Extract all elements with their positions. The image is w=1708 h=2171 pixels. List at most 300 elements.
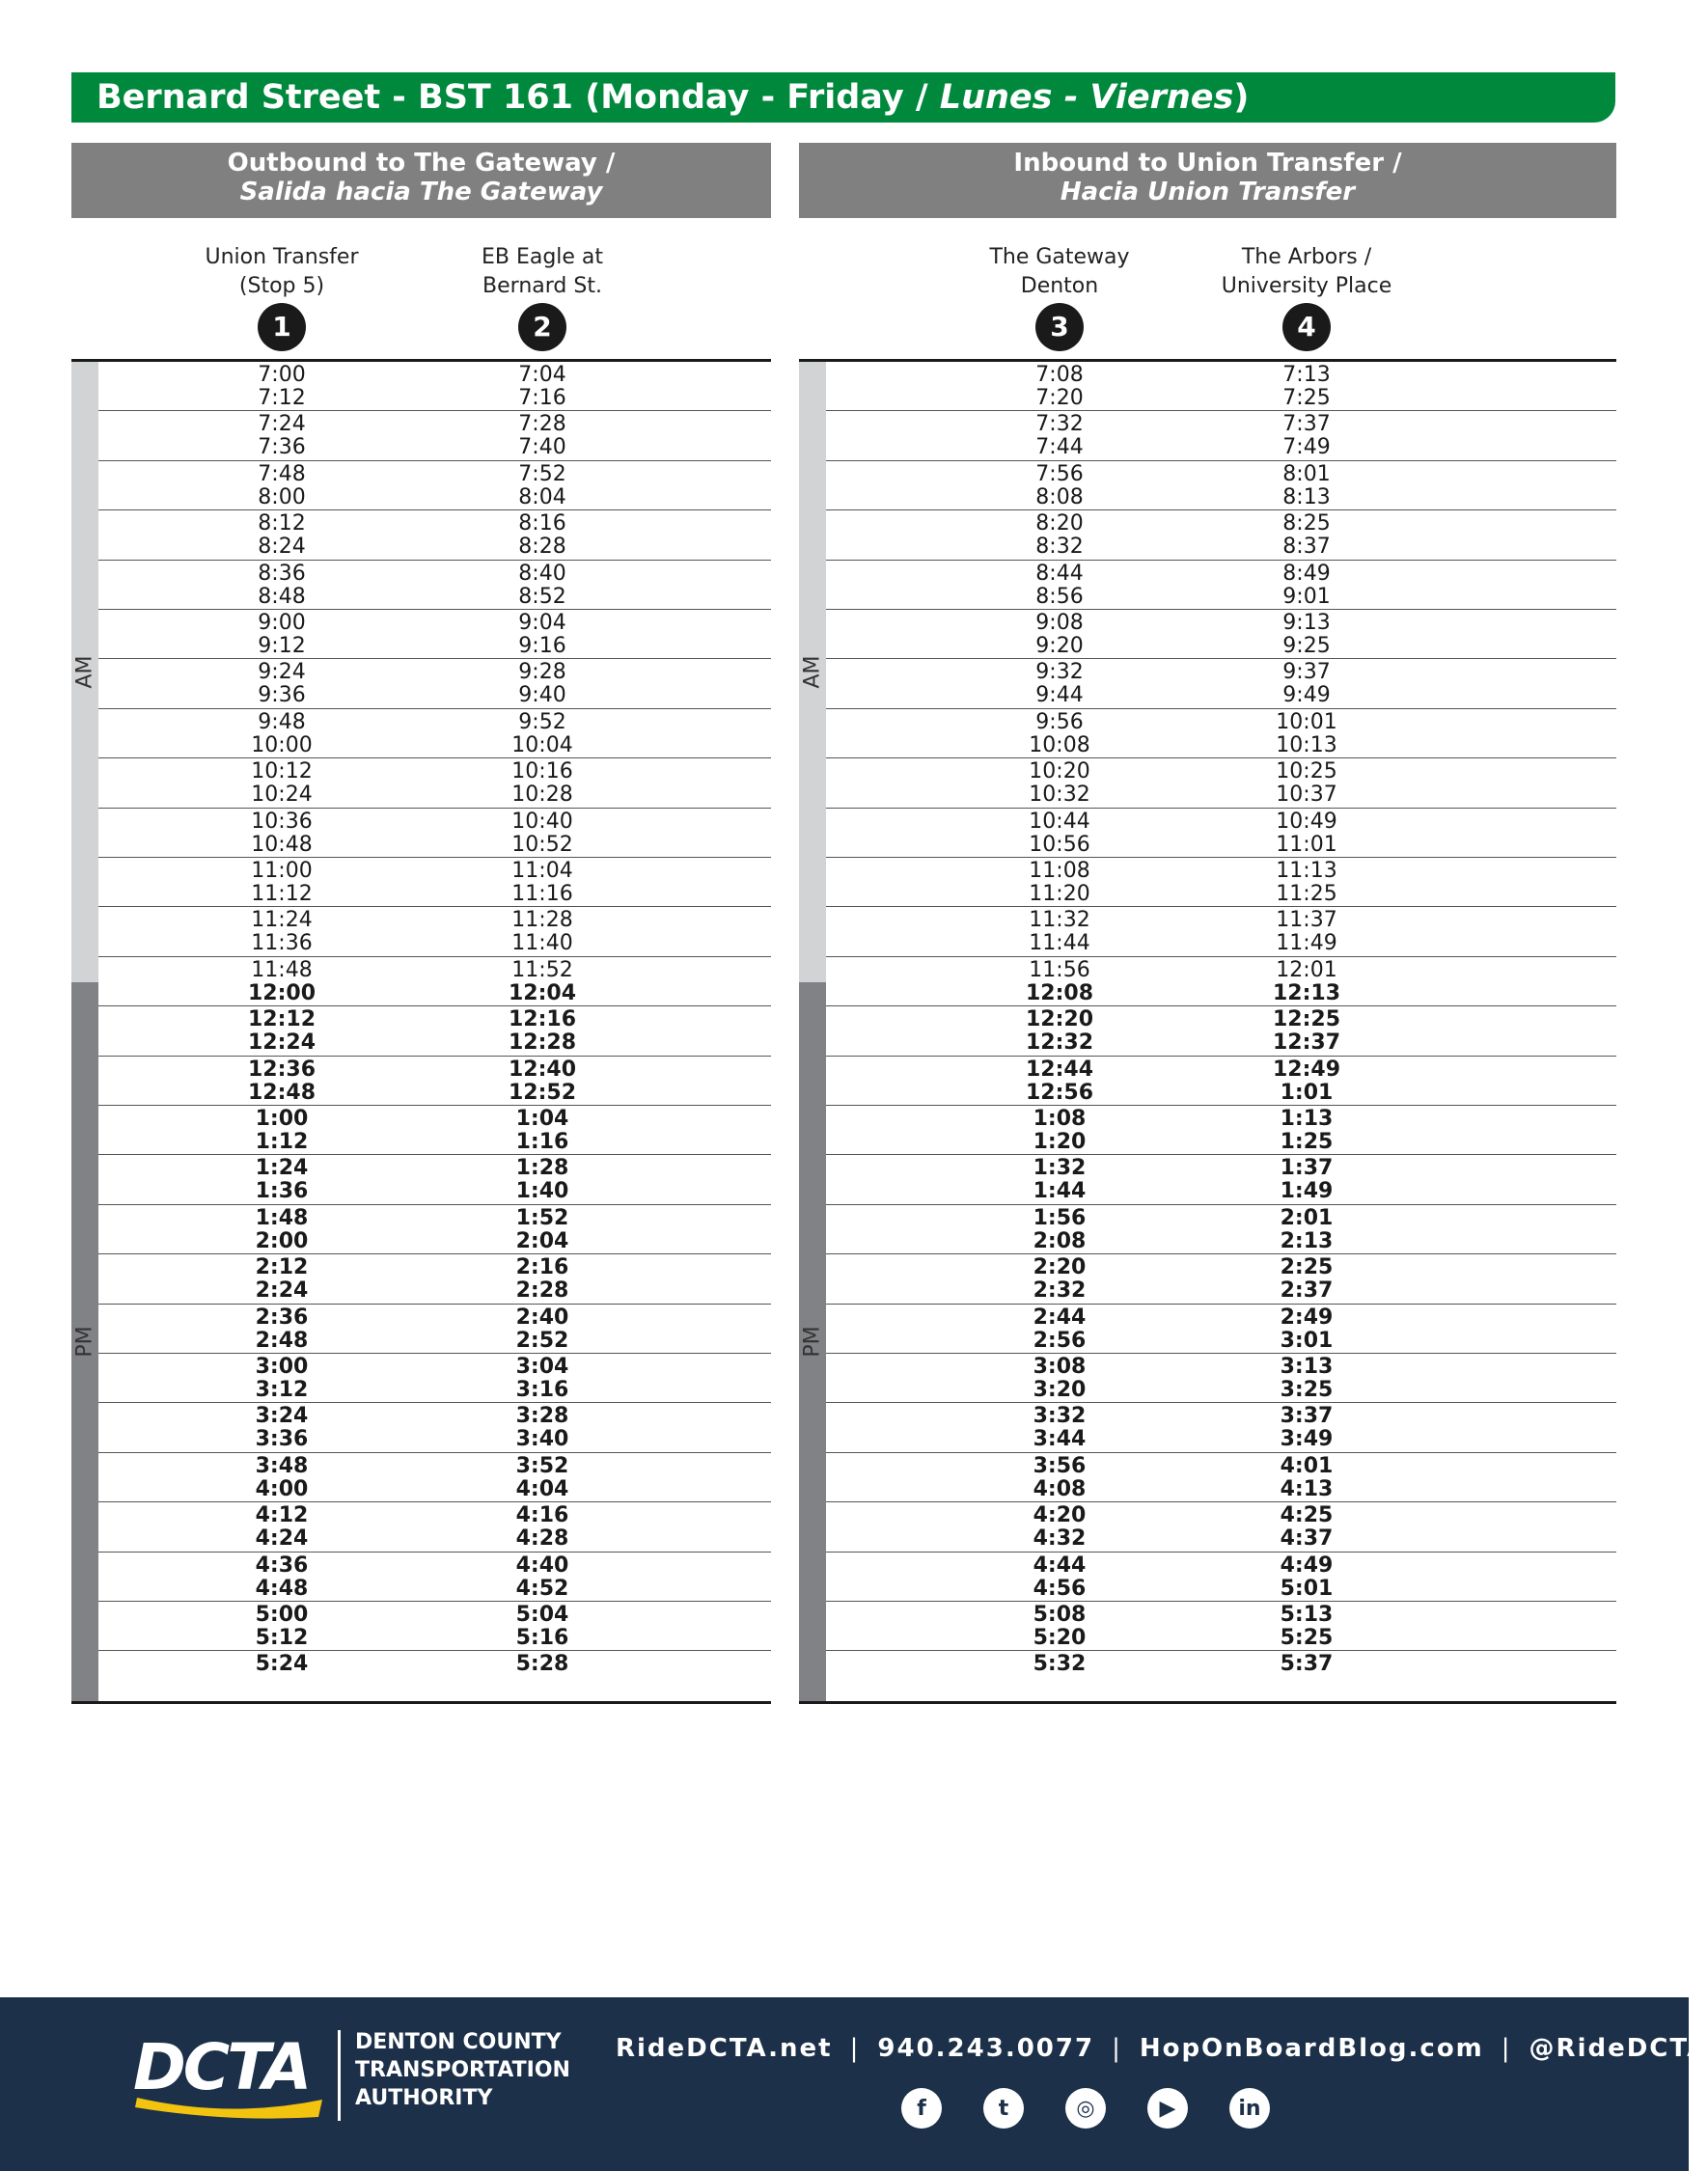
departure-time: 7:37 (1282, 412, 1331, 437)
departure-time: 4:13 (1280, 1476, 1334, 1501)
departure-time: 5:28 (515, 1652, 569, 1677)
departure-time: 4:48 (255, 1576, 309, 1601)
dcta-logo[interactable] (133, 2032, 326, 2111)
departure-time: 7:13 (1282, 363, 1331, 387)
departure-time: 2:44 (1033, 1305, 1087, 1330)
time-cell (1002, 1006, 1117, 1055)
time-cell (1249, 610, 1364, 658)
departure-time: 5:32 (1033, 1652, 1087, 1677)
departure-time: 7:08 (1035, 363, 1084, 387)
departure-time: 7:49 (1282, 435, 1331, 460)
table-row (98, 1502, 771, 1552)
time-cell (1002, 411, 1117, 459)
departure-time: 7:04 (518, 363, 566, 387)
departure-time: 5:20 (1033, 1626, 1087, 1650)
departure-time: 10:00 (251, 732, 313, 757)
table-row (826, 1553, 1616, 1602)
departure-time: 10:24 (251, 783, 313, 808)
departure-time: 5:16 (515, 1626, 569, 1650)
departure-time: 4:44 (1033, 1553, 1087, 1578)
departure-time: 1:28 (515, 1156, 569, 1181)
departure-time: 5:24 (255, 1652, 309, 1677)
departure-time: 3:37 (1280, 1404, 1334, 1429)
departure-time: 9:40 (518, 683, 566, 708)
table-row (98, 1602, 771, 1651)
time-cell (484, 1403, 600, 1451)
stop-name: Bernard St. (482, 274, 602, 298)
table-row (98, 1155, 771, 1204)
table-row (98, 1651, 771, 1700)
departure-time: 12:24 (247, 1031, 317, 1056)
table-row (826, 1651, 1616, 1700)
table-row (98, 1305, 771, 1354)
departure-time: 10:44 (1029, 809, 1090, 834)
time-cell (224, 709, 340, 757)
time-cell (1002, 362, 1117, 410)
table-row (826, 1403, 1616, 1452)
departure-time: 8:40 (518, 561, 566, 586)
departure-time: 9:04 (518, 611, 566, 635)
youtube-icon[interactable]: ▶ (1147, 2088, 1188, 2129)
departure-time: 11:08 (1029, 859, 1090, 883)
departure-time: 8:13 (1282, 484, 1331, 509)
table-row (826, 957, 1616, 1006)
departure-time: 2:49 (1280, 1305, 1334, 1330)
inbound-stops (799, 218, 1616, 359)
table-row (826, 362, 1616, 411)
departure-time: 1:12 (255, 1130, 309, 1154)
departure-time: 7:24 (258, 412, 306, 437)
time-cell (484, 758, 600, 807)
departure-time: 5:25 (1280, 1626, 1334, 1650)
time-cell (1002, 1453, 1117, 1501)
departure-time: 10:12 (251, 759, 313, 784)
time-cell (1249, 1354, 1364, 1402)
pm-label-text: PM (72, 1326, 97, 1358)
departure-time: 4:01 (1280, 1453, 1334, 1478)
departure-time: 1:20 (1033, 1130, 1087, 1154)
departure-time: 8:36 (258, 561, 306, 586)
table-row (826, 1305, 1616, 1354)
departure-time: 9:28 (518, 660, 566, 685)
departure-time: 2:20 (1033, 1255, 1087, 1280)
time-cell (484, 858, 600, 906)
twitter-icon[interactable]: t (983, 2088, 1024, 2129)
departure-time: 1:04 (515, 1107, 569, 1131)
table-row (826, 1205, 1616, 1254)
departure-time: 11:49 (1276, 931, 1337, 956)
time-cell (1249, 1155, 1364, 1203)
inbound-timetable (799, 359, 1616, 1704)
departure-time: 1:16 (515, 1130, 569, 1154)
time-cell (1002, 1354, 1117, 1402)
table-row (826, 1155, 1616, 1204)
logo-wordmark: DCTA (133, 2030, 310, 2104)
departure-time: 12:37 (1272, 1031, 1341, 1056)
departure-time: 8:00 (258, 484, 306, 509)
departure-time: 4:12 (255, 1503, 309, 1528)
time-cell (484, 957, 600, 1005)
departure-time: 10:56 (1029, 832, 1090, 857)
inbound-header-en: Inbound to Union Transfer / (1013, 149, 1402, 178)
time-cell (224, 561, 340, 609)
inbound-header-es: Hacia Union Transfer (1060, 178, 1356, 206)
departure-time: 12:01 (1276, 957, 1337, 982)
departure-time: 10:36 (251, 809, 313, 834)
time-cell (484, 1502, 600, 1551)
table-row (826, 809, 1616, 858)
table-row (98, 610, 771, 659)
departure-time: 1:36 (255, 1179, 309, 1204)
time-cell (484, 1602, 600, 1650)
table-row (98, 362, 771, 411)
stop-name: Denton (1020, 274, 1099, 298)
time-cell (1249, 1106, 1364, 1154)
departure-time: 7:36 (258, 435, 306, 460)
departure-time: 8:52 (518, 584, 566, 609)
table-row (98, 561, 771, 610)
departure-time: 7:00 (258, 363, 306, 387)
departure-time: 7:32 (1035, 412, 1084, 437)
time-cell (224, 1453, 340, 1501)
departure-time: 4:49 (1280, 1553, 1334, 1578)
departure-time: 9:37 (1282, 660, 1331, 685)
stop-name: The Arbors / (1241, 245, 1372, 269)
departure-time: 3:24 (255, 1404, 309, 1429)
time-cell (1002, 1553, 1117, 1601)
departure-time: 7:52 (518, 461, 566, 486)
departure-time: 12:32 (1025, 1031, 1094, 1056)
time-cell (224, 1155, 340, 1203)
departure-time: 12:40 (508, 1057, 577, 1082)
time-cell (224, 1254, 340, 1303)
departure-time: 12:52 (508, 1080, 577, 1105)
time-cell (484, 1057, 600, 1105)
departure-time: 9:48 (258, 709, 306, 734)
time-cell (484, 1453, 600, 1501)
departure-time: 10:01 (1276, 709, 1337, 734)
time-cell (1002, 1254, 1117, 1303)
departure-time: 11:28 (511, 908, 573, 933)
departure-time: 4:36 (255, 1553, 309, 1578)
table-row (98, 1553, 771, 1602)
departure-time: 9:16 (518, 634, 566, 658)
stop-the-gateway (944, 245, 1175, 351)
departure-time: 4:52 (515, 1576, 569, 1601)
time-cell (1002, 1502, 1117, 1551)
departure-time: 2:56 (1033, 1328, 1087, 1353)
departure-time: 10:52 (511, 832, 573, 857)
time-cell (224, 957, 340, 1005)
departure-time: 2:28 (515, 1278, 569, 1304)
table-row (98, 659, 771, 708)
departure-time: 8:20 (1035, 511, 1084, 536)
time-cell (224, 809, 340, 857)
time-cell (1002, 957, 1117, 1005)
table-row (98, 957, 771, 1006)
departure-time: 8:28 (518, 535, 566, 560)
departure-time: 3:01 (1280, 1328, 1334, 1353)
pm-label (71, 1322, 98, 1360)
departure-time: 3:40 (515, 1427, 569, 1452)
time-cell (224, 1602, 340, 1650)
departure-time: 10:16 (511, 759, 573, 784)
time-cell (484, 561, 600, 609)
org-line: AUTHORITY (355, 2086, 493, 2110)
time-cell (224, 1553, 340, 1601)
departure-time: 1:37 (1280, 1156, 1334, 1181)
time-cell (1002, 809, 1117, 857)
am-label-text: AM (800, 655, 825, 689)
stop-number-badge: 1 (258, 303, 306, 351)
time-cell (484, 1354, 600, 1402)
departure-time: 5:13 (1280, 1603, 1334, 1627)
contact-line (616, 2034, 1708, 2063)
time-cell (1249, 1305, 1364, 1353)
departure-time: 10:08 (1029, 732, 1090, 757)
time-cell (484, 1651, 600, 1676)
departure-time: 7:12 (258, 386, 306, 410)
time-cell (484, 659, 600, 707)
departure-time: 3:48 (255, 1453, 309, 1478)
departure-time: 8:48 (258, 584, 306, 609)
departure-time: 11:37 (1276, 908, 1337, 933)
time-cell (1249, 1602, 1364, 1650)
departure-time: 8:44 (1035, 561, 1084, 586)
departure-time: 4:16 (515, 1503, 569, 1528)
time-cell (1249, 1254, 1364, 1303)
departure-time: 1:08 (1033, 1107, 1087, 1131)
phone-link[interactable]: 940.243.0077 (877, 2034, 1095, 2063)
departure-time: 2:48 (255, 1328, 309, 1353)
departure-time: 1:32 (1033, 1156, 1087, 1181)
departure-time: 1:49 (1280, 1179, 1334, 1204)
departure-time: 1:24 (255, 1156, 309, 1181)
time-cell (1002, 1651, 1117, 1676)
time-cell (484, 1305, 600, 1353)
departure-time: 9:24 (258, 660, 306, 685)
departure-time: 12:13 (1272, 980, 1341, 1005)
stop-name: (Stop 5) (238, 274, 325, 298)
departure-time: 7:16 (518, 386, 566, 410)
title-main: Bernard Street - BST 161 (Monday - Friday / (96, 78, 940, 117)
outbound-stops (71, 218, 771, 359)
table-row (826, 610, 1616, 659)
departure-time: 12:44 (1025, 1057, 1094, 1082)
departure-time: 8:04 (518, 484, 566, 509)
departure-time: 3:36 (255, 1427, 309, 1452)
departure-time: 12:08 (1025, 980, 1094, 1005)
time-cell (1002, 1106, 1117, 1154)
time-cell (484, 1106, 600, 1154)
time-cell (1002, 1057, 1117, 1105)
departure-time: 9:49 (1282, 683, 1331, 708)
time-cell (224, 362, 340, 410)
table-row (826, 461, 1616, 510)
time-cell (1002, 461, 1117, 509)
time-cell (1002, 1602, 1117, 1650)
departure-time: 5:08 (1033, 1603, 1087, 1627)
table-row (98, 461, 771, 510)
table-row (826, 1602, 1616, 1651)
time-cell (484, 809, 600, 857)
departure-time: 3:00 (255, 1355, 309, 1379)
time-cell (224, 1354, 340, 1402)
stop-number-badge: 3 (1035, 303, 1084, 351)
departure-time: 3:04 (515, 1355, 569, 1379)
time-cell (224, 510, 340, 559)
title-close: ) (1233, 78, 1250, 117)
time-cell (224, 758, 340, 807)
time-cell (1249, 758, 1364, 807)
table-row (826, 1354, 1616, 1403)
table-row (826, 1453, 1616, 1502)
departure-time: 12:04 (508, 980, 577, 1005)
footer (0, 1997, 1708, 2171)
time-cell (1249, 1403, 1364, 1451)
departure-time: 7:40 (518, 435, 566, 460)
time-cell (1002, 1155, 1117, 1203)
departure-time: 8:16 (518, 511, 566, 536)
departure-time: 12:56 (1025, 1080, 1094, 1105)
table-row (98, 510, 771, 560)
departure-time: 8:08 (1035, 484, 1084, 509)
departure-time: 12:00 (247, 980, 317, 1005)
departure-time: 11:52 (511, 957, 573, 982)
departure-time: 11:25 (1276, 882, 1337, 906)
stop-name: EB Eagle at (481, 245, 604, 269)
org-line: DENTON COUNTY (355, 2030, 562, 2054)
departure-time: 3:20 (1033, 1378, 1087, 1402)
departure-time: 11:48 (251, 957, 313, 982)
departure-time: 5:00 (255, 1603, 309, 1627)
social-handle[interactable]: @RideDCTA (1529, 2034, 1708, 2063)
facebook-icon[interactable]: f (901, 2088, 942, 2129)
table-row (98, 1354, 771, 1403)
page-title (71, 72, 1615, 123)
table-row (826, 659, 1616, 708)
departure-time: 11:00 (251, 859, 313, 883)
time-cell (1249, 1553, 1364, 1601)
departure-time: 11:36 (251, 931, 313, 956)
time-cell (484, 510, 600, 559)
departure-time: 11:13 (1276, 859, 1337, 883)
departure-time: 12:49 (1272, 1057, 1341, 1082)
departure-time: 2:37 (1280, 1278, 1334, 1304)
departure-time: 1:40 (515, 1179, 569, 1204)
website-link[interactable]: RideDCTA.net (616, 2034, 833, 2063)
table-row (826, 907, 1616, 956)
time-cell (224, 1502, 340, 1551)
separator: | (849, 2034, 861, 2063)
departure-time: 9:08 (1035, 611, 1084, 635)
outbound-header-en: Outbound to The Gateway / (227, 149, 616, 178)
departure-time: 3:52 (515, 1453, 569, 1478)
departure-time: 4:32 (1033, 1526, 1087, 1552)
instagram-icon[interactable]: ◎ (1065, 2088, 1106, 2129)
departure-time: 2:04 (515, 1228, 569, 1253)
inbound-header (799, 143, 1616, 218)
departure-time: 8:56 (1035, 584, 1084, 609)
am-label (799, 652, 826, 691)
table-row (826, 1057, 1616, 1106)
table-row (826, 1254, 1616, 1304)
departure-time: 12:20 (1025, 1007, 1094, 1032)
departure-time: 7:44 (1035, 435, 1084, 460)
table-row (826, 709, 1616, 758)
time-cell (484, 1006, 600, 1055)
stop-union-transfer (166, 245, 398, 351)
departure-time: 5:37 (1280, 1652, 1334, 1677)
departure-time: 9:32 (1035, 660, 1084, 685)
departure-time: 2:01 (1280, 1205, 1334, 1230)
departure-time: 8:01 (1282, 461, 1331, 486)
departure-time: 9:56 (1035, 709, 1084, 734)
time-cell (1002, 561, 1117, 609)
departure-time: 3:49 (1280, 1427, 1334, 1452)
departure-time: 9:25 (1282, 634, 1331, 658)
time-cell (1002, 858, 1117, 906)
time-cell (1249, 858, 1364, 906)
departure-time: 11:24 (251, 908, 313, 933)
departure-time: 11:12 (251, 882, 313, 906)
outbound-timetable (71, 359, 771, 1704)
time-cell (484, 1254, 600, 1303)
departure-time: 11:40 (511, 931, 573, 956)
time-cell (1002, 1305, 1117, 1353)
time-cell (224, 659, 340, 707)
departure-time: 2:00 (255, 1228, 309, 1253)
org-name (355, 2028, 570, 2112)
time-cell (1249, 809, 1364, 857)
time-cell (1002, 1403, 1117, 1451)
departure-time: 2:25 (1280, 1255, 1334, 1280)
departure-time: 1:56 (1033, 1205, 1087, 1230)
departure-time: 8:37 (1282, 535, 1331, 560)
outbound-panel (71, 143, 771, 1704)
departure-time: 5:04 (515, 1603, 569, 1627)
departure-time: 12:36 (247, 1057, 317, 1082)
time-cell (1249, 411, 1364, 459)
departure-time: 8:12 (258, 511, 306, 536)
departure-time: 10:48 (251, 832, 313, 857)
time-cell (1249, 1453, 1364, 1501)
time-cell (1249, 1651, 1364, 1676)
table-row (98, 1453, 771, 1502)
table-row (826, 758, 1616, 808)
time-cell (224, 1006, 340, 1055)
departure-time: 2:13 (1280, 1228, 1334, 1253)
departure-time: 11:56 (1029, 957, 1090, 982)
departure-time: 10:37 (1276, 783, 1337, 808)
departure-time: 1:52 (515, 1205, 569, 1230)
table-row (98, 1205, 771, 1254)
time-cell (1249, 1205, 1364, 1253)
time-cell (484, 1553, 600, 1601)
departure-time: 11:01 (1276, 832, 1337, 857)
time-cell (484, 610, 600, 658)
logo-swoosh-icon (133, 2094, 326, 2121)
logo-divider (338, 2030, 341, 2121)
departure-time: 10:28 (511, 783, 573, 808)
departure-time: 2:32 (1033, 1278, 1087, 1304)
blog-link[interactable]: HopOnBoardBlog.com (1139, 2034, 1484, 2063)
departure-time: 12:48 (247, 1080, 317, 1105)
linkedin-icon[interactable]: in (1229, 2088, 1270, 2129)
departure-time: 10:49 (1276, 809, 1337, 834)
departure-time: 12:16 (508, 1007, 577, 1032)
departure-time: 4:20 (1033, 1503, 1087, 1528)
